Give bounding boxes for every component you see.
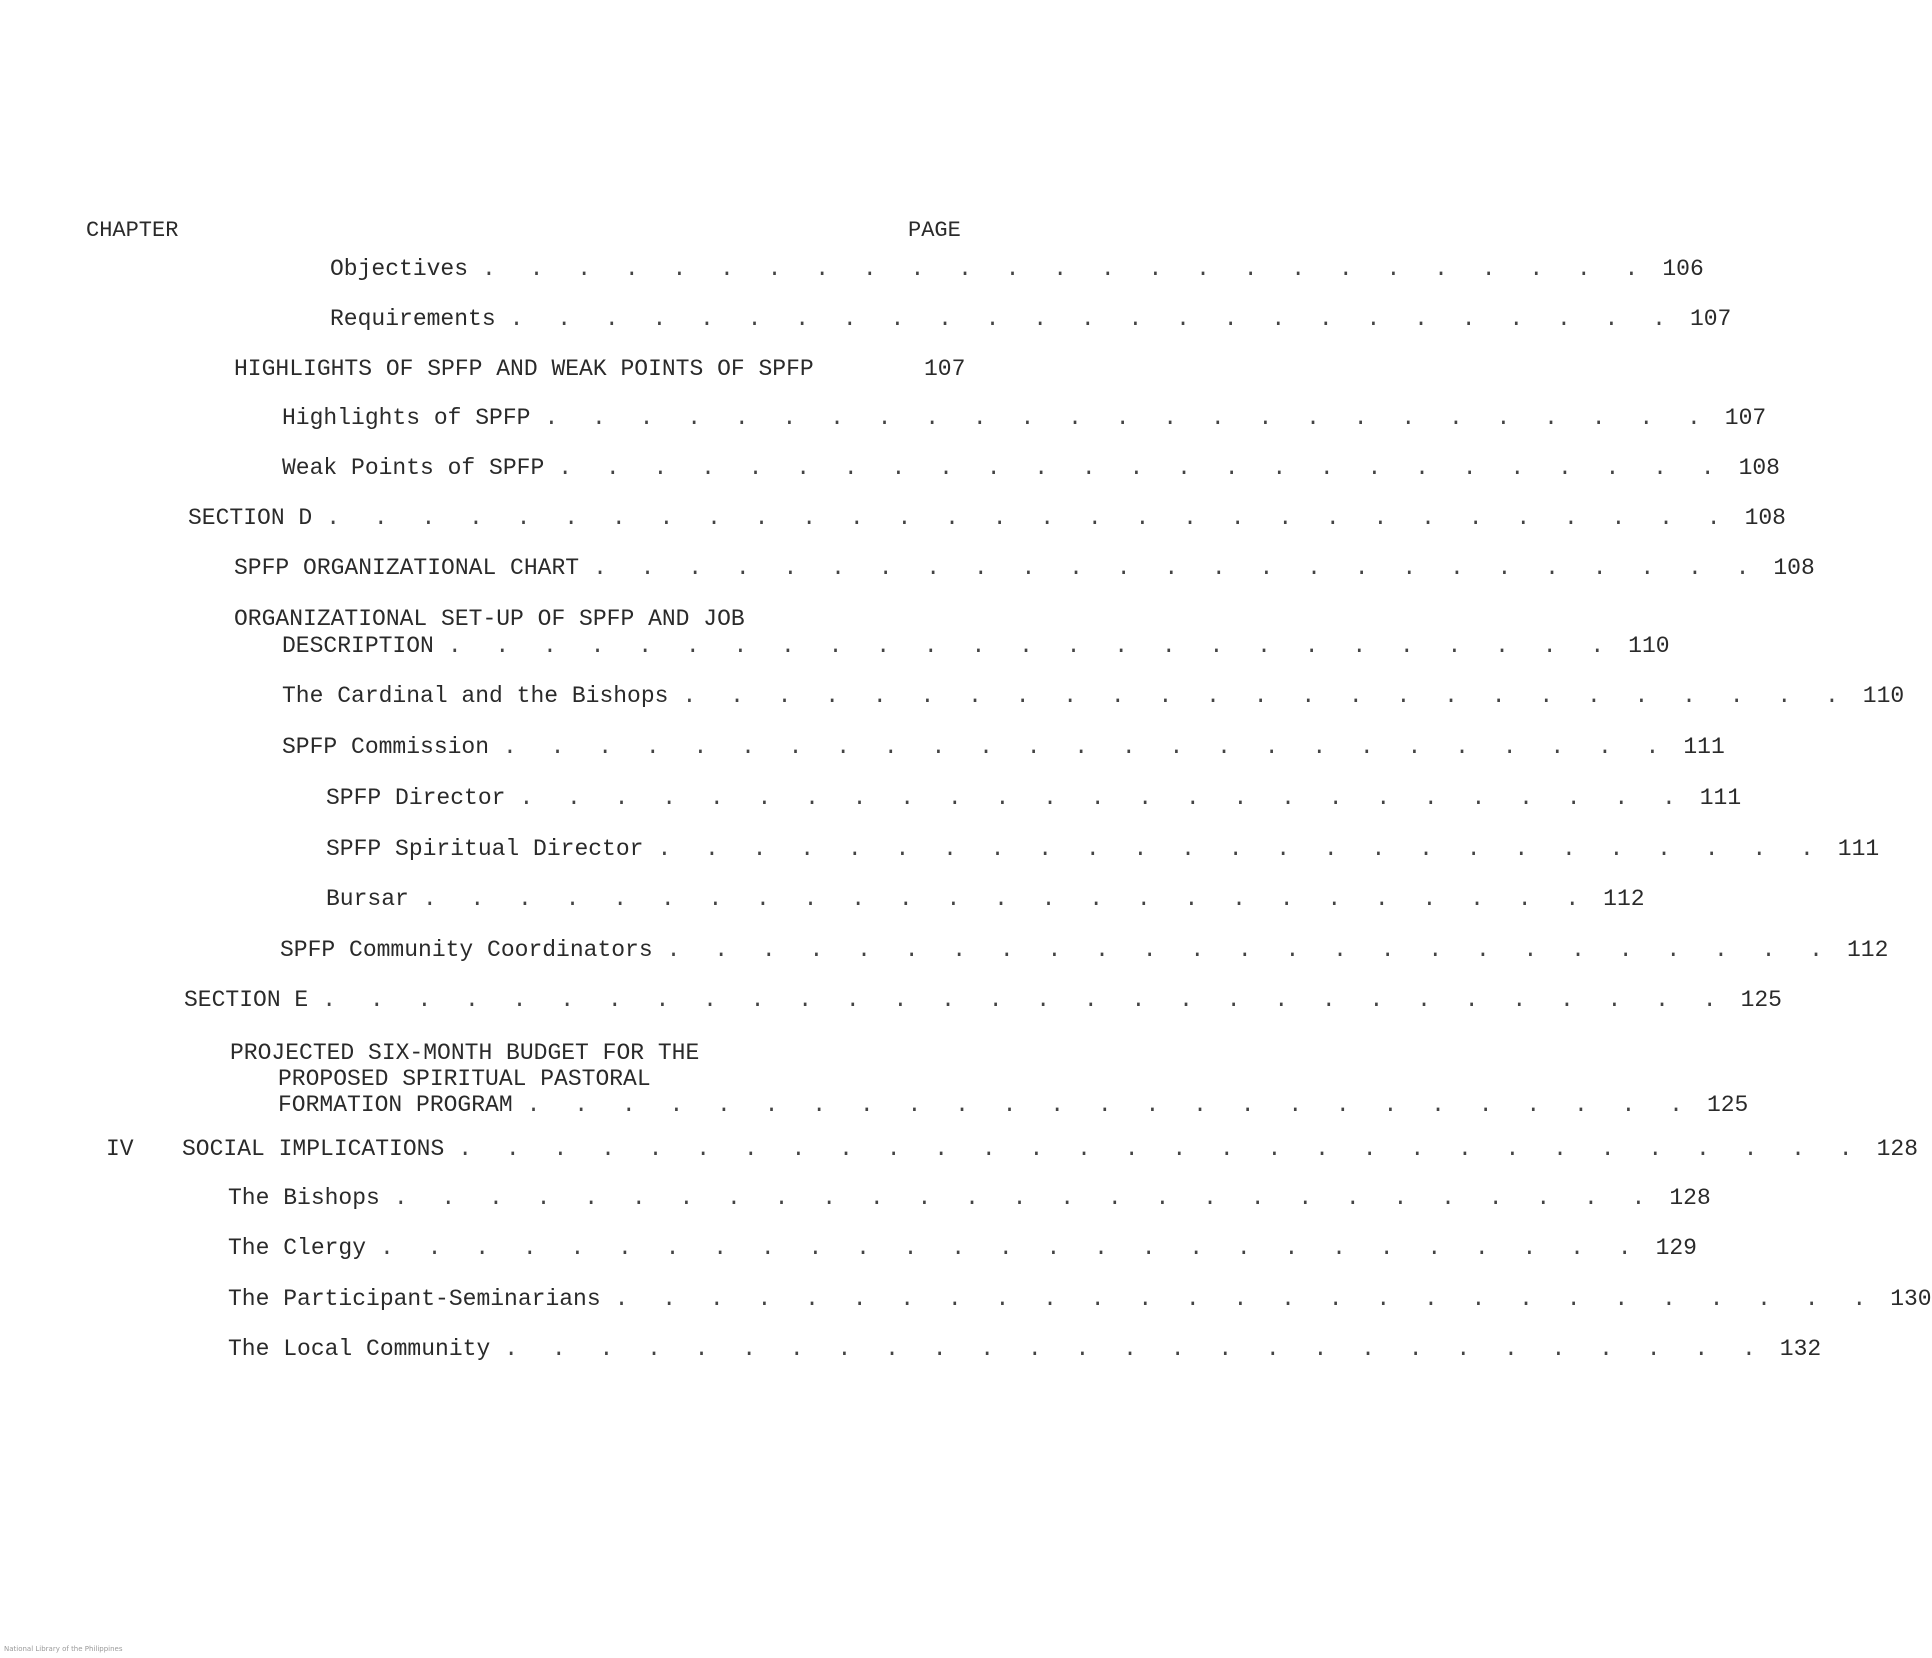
entry-title: SECTION D [188,505,313,531]
toc-entry [280,937,1889,963]
toc-entry [230,1040,1749,1118]
entry-title: The Local Community [228,1336,491,1362]
entry-page: 125 [1740,987,1782,1013]
toc-entry [188,505,1786,531]
entry-title: SPFP Commission [282,734,490,760]
entry-title: The Cardinal and the Bishops [282,683,669,709]
entry-title: ORGANIZATIONAL SET-UP OF SPFP AND JOB [234,606,745,632]
dot-leader: . . . . . . . . . . . . . . . . . . . . . . . . . [482,256,1649,282]
dot-leader: . . . . . . . . . . . . . . . . . . . . . . . . . [666,937,1833,963]
toc-entry [234,555,1815,581]
dot-leader: . . . . . . . . . . . . . . . . . . . . . . . . . [422,886,1590,912]
dot-leader: . . . . . . . . . . . . . . . . . . . . . . . . . . . [614,1286,1877,1312]
dot-leader: . . . . . . . . . . . . . . . . . . . . . . . . . [558,455,1725,481]
entry-title: SPFP ORGANIZATIONAL CHART [234,555,580,581]
toc-entry [326,785,1742,811]
entry-page: 128 [1669,1185,1711,1211]
dot-leader: . . . . . . . . . . . . . . . . . . . . . . . . . [509,306,1676,332]
entry-page: 107 [924,356,966,382]
dot-leader: . . . . . . . . . . . . . . . . . . . . . . . . . . . [393,1185,1656,1211]
entry-title: HIGHLIGHTS OF SPFP AND WEAK POINTS OF SPFP [234,356,814,382]
entry-page: 111 [1699,785,1742,811]
entry-title: SOCIAL IMPLICATIONS [182,1136,445,1162]
entry-page: 107 [1689,306,1732,332]
dot-leader: . . . . . . . . . . . . . . . . . . . . . . . . . [682,683,1849,709]
entry-page: 111 [1837,836,1880,862]
toc-entry [326,836,1880,862]
entry-title-continued: FORMATION PROGRAM [278,1092,513,1118]
entry-page: 110 [1628,633,1670,659]
entry-title: Highlights of SPFP [282,405,531,431]
entry-title: SPFP Spiritual Director [326,836,644,862]
entry-page: 125 [1706,1092,1749,1118]
entry-title: Weak Points of SPFP [282,455,545,481]
entry-page: 129 [1655,1235,1697,1261]
dot-leader: . . . . . . . . . . . . . . . . . . . . . . . . . [526,1092,1693,1118]
dot-leader: . . . . . . . . . . . . . . . . . . . . . . . . . [657,836,1824,862]
entry-page: 107 [1724,405,1767,431]
entry-page: 130 [1890,1286,1932,1312]
toc-entry [282,683,1905,709]
dot-leader: . . . . . . . . . . . . . . . . . . . . . . . . . [519,785,1686,811]
entry-title: SECTION E [184,987,309,1013]
toc-entry [330,256,1704,282]
entry-page: 112 [1603,886,1645,912]
dot-leader: . . . . . . . . . . . . . . . . . . . . . . . . . . . [380,1235,1642,1261]
toc-entry [184,987,1782,1013]
entry-page: 108 [1744,505,1786,531]
entry-page: 111 [1683,734,1725,760]
entry-title: SPFP Director [326,785,506,811]
toc-entry [282,734,1725,760]
toc-entry [282,455,1780,481]
toc-entry [228,1185,1711,1211]
dot-leader: . . . . . . . . . . . . . . . . . . . . . . . . . [544,405,1711,431]
toc-entry [326,886,1645,912]
entry-title: The Bishops [228,1185,380,1211]
entry-title: The Participant-Seminarians [228,1286,601,1312]
entry-page: 110 [1862,683,1905,709]
entry-title: Bursar [326,886,409,912]
entry-page: 108 [1773,555,1815,581]
entry-title-continued: DESCRIPTION [282,633,434,659]
dot-leader: . . . . . . . . . . . . . . . . . . . . . . . . . [447,633,1615,659]
toc-entry [228,1286,1932,1312]
entry-title: SPFP Community Coordinators [280,937,653,963]
page-column-header: PAGE [908,218,961,243]
entry-page: 132 [1779,1336,1822,1362]
toc-entry [234,606,1670,659]
dot-leader: . . . . . . . . . . . . . . . . . . . . . . . . . [503,734,1670,760]
dot-leader: . . . . . . . . . . . . . . . . . . . . . . . . . . . [504,1336,1766,1362]
entry-title: The Clergy [228,1235,367,1261]
dot-leader: . . . . . . . . . . . . . . . . . . . . . . . . . . . . . . [458,1136,1863,1162]
toc-entry [234,356,982,382]
toc-entry [182,1136,1919,1162]
dot-leader: . . . . . . . . . . . . . . . . . . . . . . . . . . . . . . [322,987,1727,1013]
entry-title-continued: PROPOSED SPIRITUAL PASTORAL [278,1066,651,1092]
toc-entry [330,306,1732,332]
entry-page: 106 [1662,256,1704,282]
entry-page: 108 [1738,455,1780,481]
entry-title: PROJECTED SIX-MONTH BUDGET FOR THE [230,1040,700,1066]
chapter-number: IV [106,1136,134,1162]
entry-page: 112 [1846,937,1889,963]
toc-entry [282,405,1767,431]
archive-footer: National Library of the Philippines [4,1645,123,1653]
entry-page: 128 [1876,1136,1919,1162]
entry-title: Requirements [330,306,496,332]
toc-entry [228,1336,1822,1362]
dot-leader: . . . . . . . . . . . . . . . . . . . . . . . . . . . . . . [326,505,1731,531]
chapter-column-header: CHAPTER [86,218,179,243]
toc-entry [228,1235,1697,1261]
dot-leader: . . . . . . . . . . . . . . . . . . . . . . . . . [593,555,1760,581]
entry-title: Objectives [330,256,469,282]
